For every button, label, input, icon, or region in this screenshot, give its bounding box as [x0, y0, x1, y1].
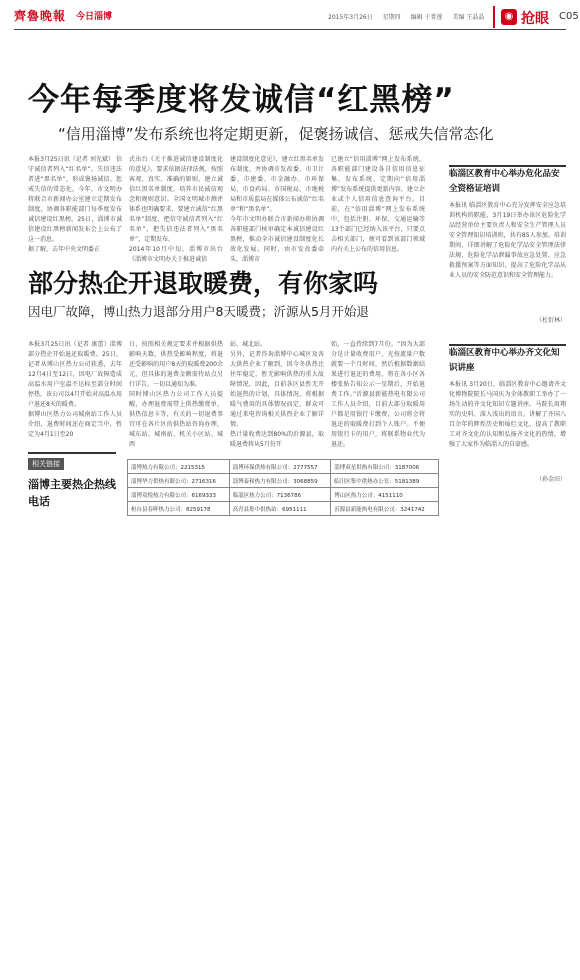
second-headline: 部分热企开退取暖费，有你家吗	[28, 269, 379, 298]
main-headline: 今年每季度将发诚信“红黑榜”	[28, 82, 455, 118]
badge-label: 抢眼	[521, 11, 549, 27]
editor-credit: 编辑 于菁莲	[410, 14, 443, 21]
table-cell: 博山区热力公司：4151110	[331, 488, 439, 502]
table-row	[128, 460, 439, 474]
page-number: C05	[559, 11, 579, 22]
story1-column-1: 本报3月25日讯（记者 刘光斌） 信守诚信者列入“红名单”，失信违法者进“黑名单”，形成褒扬诚信、惩戒失信的常态化。今年，市文明办将联合市新闻办公室建立定期发布制度，协调各职能部门每季度发布诚信建设红黑榜。25日，淄博市诚信建设红黑榜新闻发布会上公布了这一消息。 据了解，去年中央文明委正	[28, 156, 122, 253]
brief-2-byline: （孙金田）	[535, 476, 566, 483]
brief-1-title: 临淄区教育中心举办危化品安全资格证培训	[449, 169, 560, 194]
table-cell: 临川区集中供热办公室：5181389	[331, 474, 439, 488]
story1-column-2: 式出台《关于推进诚信建设制度化的意见》，要求依据法律法规，按照客观、真实、准确的原则，建立诚信红黑名单制度，培养市民诚信观念和规则意识。全国文明城市测评体系也明确要求，要建立诚信“红黑名单”制度，把信守诚信者列入“红名单”，把失信违法者列入“黑名单”，定期发布。 2014年10月中旬，淄博市出台《淄博市文明办关于推进诚信	[129, 156, 223, 263]
table-cell: 桓台县春晖热力公司：8259178	[128, 502, 230, 516]
story2-column-1: 本报3月25日讯（记者 康蕾）淄博部分热企开始退还取暖费。25日，记者从博山区热力公司获悉，去年12月4日至12日，因电厂故障造成高温水用户室温不达标至部分时间停热，该公司以4月开始对高温水用户退还8天的暖费。 据博山区热力公司城南站工作人员介绍，退费时间还在商定当中，暂定为4月1日至20	[28, 341, 122, 438]
story2-column-4: 始，一直持续到7月份。“因为大部分是计量收费用户，光按流量户数就要一个月时间，然后根据数据结果进行退还的费用，将在各小区各楼张贴告知公示一星期后，开始退费工作。”沂源县新能热电有限公司工作人员介绍，目前大部分取暖用户都是用银行卡缴费，公司将会将退还的取暖费打到个人账户。不便用银行卡的用户，将联系物业代为退还。	[331, 341, 425, 448]
table-row	[128, 474, 439, 488]
table-cell: 沂源县新能热电有限公司：3241742	[331, 502, 439, 516]
section-badge	[493, 6, 555, 28]
brief-2-body: 本报讯 3月20日，临淄区教育中心邀请齐文化博物院院长马国庆为全体教职工举办了一场生动的齐文化知识专题讲座。马院长用翔实的史料、深入浅出的语言，讲解了齐国八百余年的辉煌历史和灿烂文化，提高了教职工对齐文化的认知和弘扬齐文化的热情，增强了大家作为临淄人的自豪感。	[449, 381, 566, 448]
table-cell: 淄博华力供热有限公司：2716316	[128, 474, 230, 488]
main-subhead: “信用淄博”发布系统也将定期更新，促褒扬诚信、惩戒失信常态化	[58, 125, 494, 143]
section-tag: 今日淄博	[76, 12, 113, 22]
brief-2-title: 临淄区教育中心举办齐文化知识讲座	[449, 348, 560, 373]
table-cell: 淄博双悦热力有限公司：6169333	[128, 488, 230, 502]
issue-date: 2015年3月26日	[328, 14, 373, 21]
eye-icon: ◉	[501, 9, 517, 25]
brief-1-body: 本报讯 临淄区教育中心充分发挥安全应急培训机构的职能，3月19日举办该区危险化学品经营单位主要负责人和安全生产管理人员安全管理知识培训班，共有85人参加。培训期间，详细讲解了危险化学品安全管理法律法规、危险化学品泄漏事故应急处置、应急救援预案等方面知识，提高了危险化学品从业人员的安全防范意识和安全管理能力。	[449, 202, 566, 279]
table-cell: 淄博环保供热有限公司：2777557	[229, 460, 331, 474]
header-meta	[328, 12, 492, 21]
related-title: 淄博主要热企热线电话	[28, 478, 116, 508]
second-subhead: 因电厂故障，博山热力退部分用户8天暖费；沂源从5月开始退	[28, 304, 369, 319]
sidebar-brief-2	[449, 344, 566, 483]
masthead	[14, 6, 579, 28]
brief-1-byline: （杜衍林）	[535, 317, 566, 324]
table-cell: 高青县集中供热站：6951111	[229, 502, 331, 516]
designer-credit: 美编 王晶晶	[452, 14, 485, 21]
table-row	[128, 502, 439, 516]
story1-column-4: 已建立“信用淄博”网上发布系统，各职能部门建设各自信用信息征集，发布系统，定期向“信用淄博”发布系统提供更新内容，建立企业或个人信用信息查询平台。目前，在“信用淄博”网上发布系统中，包括注册、环保、交通运输等13个部门已经纳入该平台，只要点击相关部门，便可看到该部门领域内有关上公布的信用信息。	[331, 156, 425, 253]
table-cell: 淄博泰和热力有限公司：3068859	[229, 474, 331, 488]
related-link-box	[28, 452, 116, 516]
header-rule	[14, 29, 566, 30]
issue-weekday: 星期四	[382, 14, 401, 21]
related-tag: 相关链接	[28, 458, 64, 470]
table-cell: 淄博热力有限公司：2215315	[128, 460, 230, 474]
table-cell: 临淄区热力公司：7136786	[229, 488, 331, 502]
hotline-table	[127, 459, 439, 516]
table-cell: 淄博双星供热有限公司：3187006	[331, 460, 439, 474]
story2-column-3: 站、城北站。 另外，记者咨询淄博中心城区及各大供热企业了解到，因今冬供热比往年稳定，暂无影响供热的重大故障情况，因此，目前各区县暂无开始退热的计划，具体情况，将根据暖气费用的具体情况而定，群众可通过来电咨询相关供热企业了解详情。 热计量收费达到80%的沂源县，取暖退费将从5月份开	[230, 341, 324, 448]
story1-column-3: 建设制度化意见》，建立红黑名单发布制度，并协调市发改委、市卫计委、市建委、市金融办、市环保局、市食药局、市国税局、市地税局和市质监局在媒体公布诚信“红名单”和“黑名单”。 今年市文明办联合市新闻办将协调各职能部门核审确定本诚信建设红黑榜，推动全市诚信建设制度化长效化发展。同时，由市发改委牵头，淄博市	[230, 156, 324, 263]
table-row	[128, 488, 439, 502]
newspaper-brand: 齊魯晚報	[14, 9, 67, 23]
story2-column-2: 日，按照相关规定要求并根据供热影响天数，供热受影响程度，将退还受影响的用户8天的取暖费200余元，但具体的退费金额需待站点另行详告，一切以通知为准。 同时博山区热力公司工作人员提醒，办理退费需带上供热缴费单，供热信息卡等，有关的一切退费事宜可在各片区的供热站咨询办理，城东站、城南站、机关小区站、城西	[129, 341, 223, 448]
sidebar-brief-1	[449, 165, 566, 324]
